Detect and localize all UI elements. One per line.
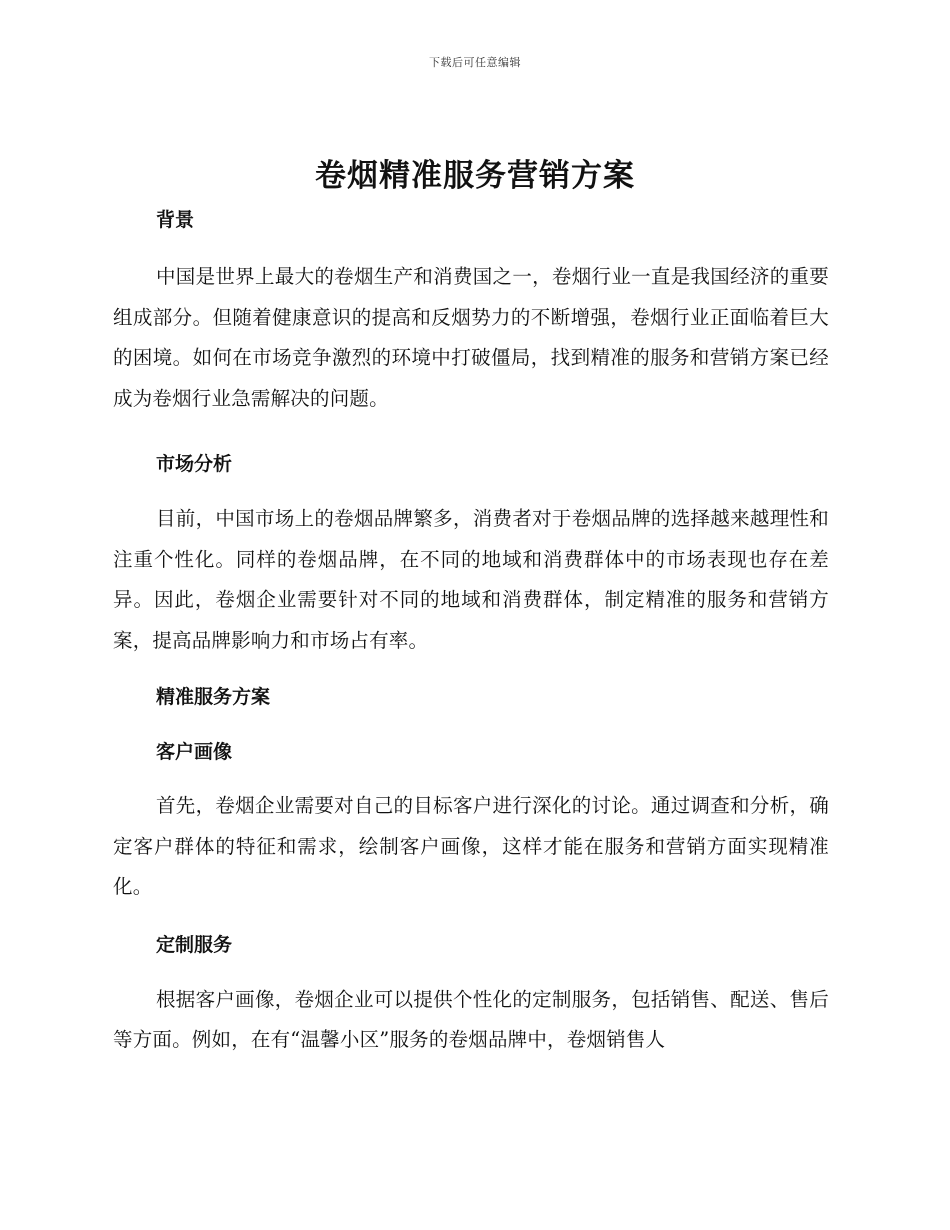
document-title: 卷烟精准服务营销方案 xyxy=(315,158,635,194)
paragraph-custom-service: 根据客户画像，卷烟企业可以提供个性化的定制服务，包括销售、配送、售后等方面。例如，在有“温馨小区”服务的卷烟品牌中，卷烟销售人 xyxy=(113,987,829,1051)
document-body xyxy=(113,205,829,1061)
heading-precise-service-plan: 精准服务方案 xyxy=(156,686,271,708)
heading-background: 背景 xyxy=(156,209,195,231)
paragraph-customer-persona: 首先，卷烟企业需要对自己的目标客户进行深化的讨论。通过调查和分析，确定客户群体的特征和需求，绘制客户画像，这样才能在服务和营销方面实现精准化。 xyxy=(113,794,829,898)
paragraph-market-analysis: 目前，中国市场上的卷烟品牌繁多，消费者对于卷烟品牌的选择越来越理性和注重个性化。同样的卷烟品牌，在不同的地域和消费群体中的市场表现也存在差异。因此，卷烟企业需要针对不同的地域和消费群体，制定精准的服务和营销方案，提高品牌影响力和市场占有率。 xyxy=(113,507,829,652)
heading-market-analysis: 市场分析 xyxy=(156,453,233,475)
header-note: 下载后可任意编辑 xyxy=(429,56,521,69)
paragraph-background: 中国是世界上最大的卷烟生产和消费国之一，卷烟行业一直是我国经济的重要组成部分。但随着健康意识的提高和反烟势力的不断增强，卷烟行业正面临着巨大的困境。如何在市场竞争激烈的环境中打破僵局，找到精准的服务和营销方案已经成为卷烟行业急需解决的问题。 xyxy=(113,265,829,410)
heading-customer-persona: 客户画像 xyxy=(156,741,233,763)
heading-custom-service: 定制服务 xyxy=(156,933,233,956)
